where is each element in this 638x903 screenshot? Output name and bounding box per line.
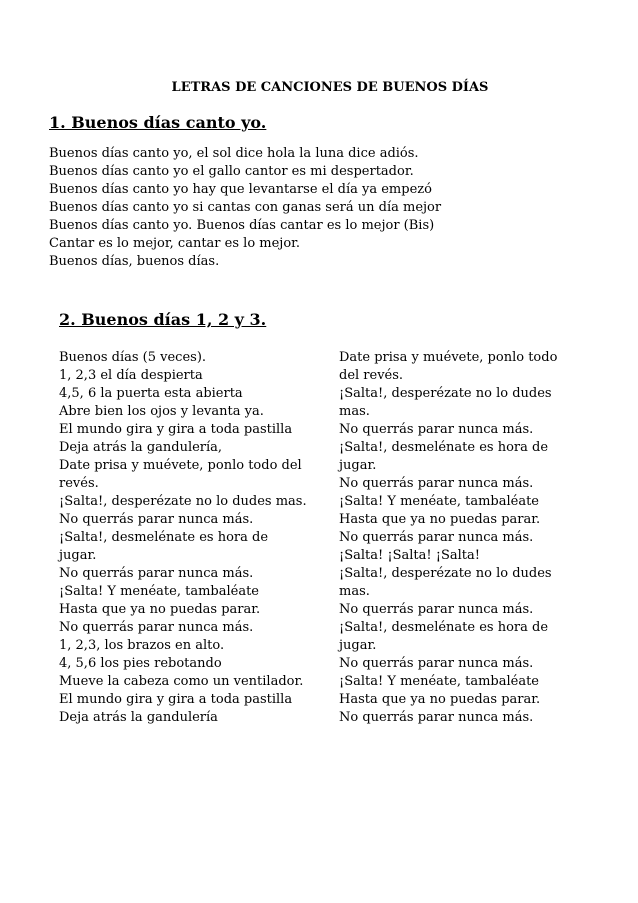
lyric-line: ¡Salta!, desperézate no lo dudes mas. <box>59 494 307 509</box>
lyric-line: Buenos días canto yo si cantas con ganas será un día mejor <box>49 200 442 215</box>
lyric-line: jugar. <box>59 548 97 563</box>
lyric-line: ¡Salta! Y menéate, tambaléate <box>339 674 539 689</box>
section2-right-column <box>339 349 557 727</box>
lyric-line: Buenos días, buenos días. <box>49 254 220 269</box>
lyric-line: No querrás parar nunca más. <box>59 566 254 581</box>
lyric-line: No querrás parar nunca más. <box>339 476 534 491</box>
lyric-line: Hasta que ya no puedas parar. <box>339 692 541 707</box>
section1-lyrics <box>49 145 441 271</box>
page-title: LETRAS DE CANCIONES DE BUENOS DÍAS <box>171 80 489 95</box>
lyric-line: ¡Salta!, desperézate no lo dudes <box>339 566 552 581</box>
lyric-line: Date prisa y muévete, ponlo todo <box>339 350 558 365</box>
lyric-line: No querrás parar nunca más. <box>339 530 534 545</box>
lyric-line: Cantar es lo mejor, cantar es lo mejor. <box>49 236 301 251</box>
lyric-line: del revés. <box>339 368 404 383</box>
lyric-line: No querrás parar nunca más. <box>339 710 534 725</box>
lyric-line: Buenos días canto yo, el sol dice hola la luna dice adiós. <box>49 146 419 161</box>
lyric-line: Buenos días canto yo. Buenos días cantar es lo mejor (Bis) <box>49 218 435 233</box>
lyric-line: 4,5, 6 la puerta esta abierta <box>59 386 243 401</box>
lyric-line: No querrás parar nunca más. <box>339 656 534 671</box>
lyric-line: Deja atrás la gandulería, <box>59 440 223 455</box>
lyric-line: Buenos días (5 veces). <box>59 350 207 365</box>
lyric-line: Hasta que ya no puedas parar. <box>339 512 541 527</box>
lyric-line: mas. <box>339 404 370 419</box>
lyric-line: ¡Salta! Y menéate, tambaléate <box>339 494 539 509</box>
lyric-line: ¡Salta!, desmelénate es hora de <box>339 440 549 455</box>
lyric-line: Deja atrás la gandulería <box>59 710 218 725</box>
lyric-line: revés. <box>59 476 99 491</box>
lyric-line: 1, 2,3, los brazos en alto. <box>59 638 225 653</box>
lyric-line: Hasta que ya no puedas parar. <box>59 602 261 617</box>
lyric-line: No querrás parar nunca más. <box>339 602 534 617</box>
lyric-line: jugar. <box>339 458 377 473</box>
lyric-line: No querrás parar nunca más. <box>339 422 534 437</box>
section2-heading: 2. Buenos días 1, 2 y 3. <box>59 310 267 329</box>
lyric-line: 4, 5,6 los pies rebotando <box>59 656 222 671</box>
lyric-line: mas. <box>339 584 370 599</box>
lyric-line: Abre bien los ojos y levanta ya. <box>59 404 264 419</box>
lyric-line: Buenos días canto yo el gallo cantor es mi despertador. <box>49 164 414 179</box>
lyric-line: No querrás parar nunca más. <box>59 620 254 635</box>
section1-heading: 1. Buenos días canto yo. <box>49 113 267 132</box>
lyric-line: Buenos días canto yo hay que levantarse el día ya empezó <box>49 182 432 197</box>
lyric-line: Date prisa y muévete, ponlo todo del <box>59 458 302 473</box>
lyric-line: ¡Salta!, desperézate no lo dudes <box>339 386 552 401</box>
lyric-line: No querrás parar nunca más. <box>59 512 254 527</box>
lyric-line: Mueve la cabeza como un ventilador. <box>59 674 304 689</box>
section2-left-column <box>59 349 307 727</box>
lyric-line: El mundo gira y gira a toda pastilla <box>59 422 293 437</box>
lyric-line: ¡Salta!, desmelénate es hora de <box>59 530 269 545</box>
lyric-line: El mundo gira y gira a toda pastilla <box>59 692 293 707</box>
lyric-line: ¡Salta! ¡Salta! ¡Salta! <box>339 548 480 563</box>
lyric-line: jugar. <box>339 638 377 653</box>
lyric-line: 1, 2,3 el día despierta <box>59 368 203 383</box>
lyric-line: ¡Salta! Y menéate, tambaléate <box>59 584 259 599</box>
lyric-line: ¡Salta!, desmelénate es hora de <box>339 620 549 635</box>
